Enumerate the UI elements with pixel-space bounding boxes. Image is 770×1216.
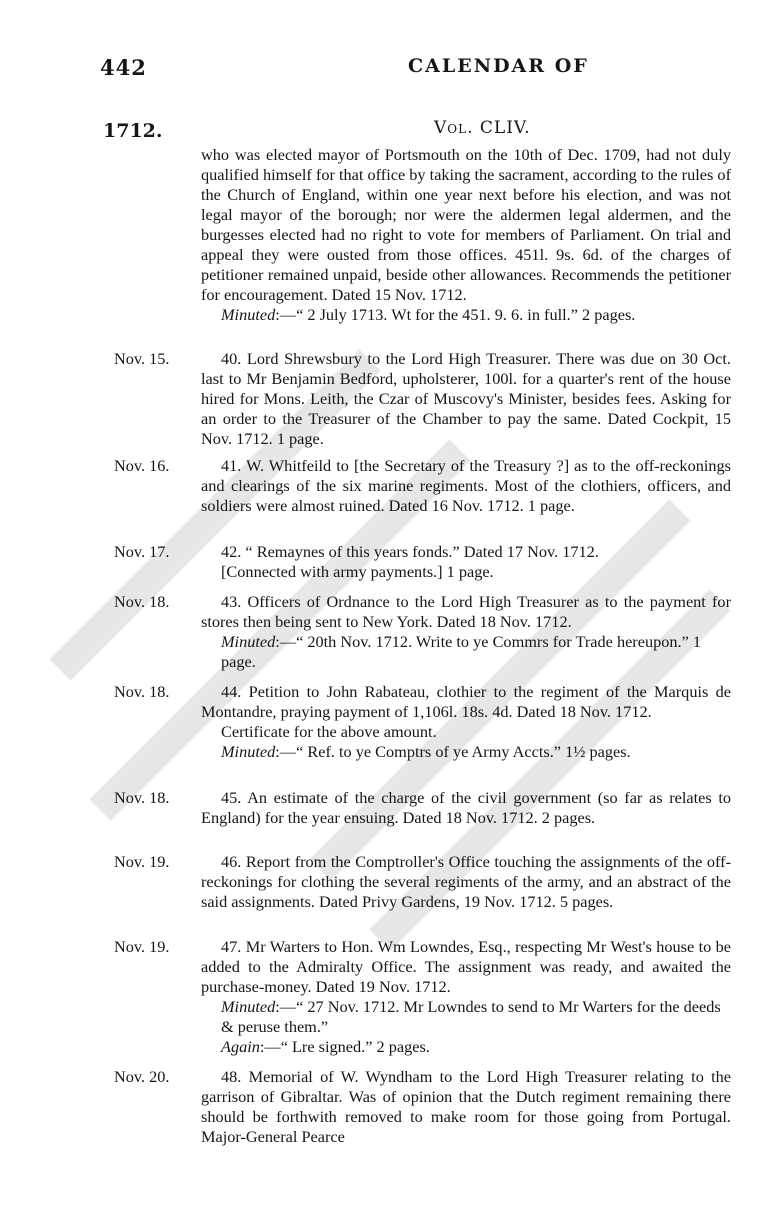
minute-label: Minuted — [221, 632, 276, 651]
entry-minute — [201, 742, 731, 762]
entry-body — [201, 542, 731, 582]
entry-minute — [201, 997, 731, 1037]
entry-again — [201, 1037, 731, 1057]
continued-entry — [201, 145, 731, 325]
entry-date: Nov. 20. — [114, 1067, 170, 1086]
entry-text: 44. Petition to John Rabateau, clothier to the regiment of the Marquis de Montandre, praying payment of 1,106l. 18s. 4d. Dated 18 Nov. 1712. — [201, 682, 731, 721]
entry-body — [201, 349, 731, 449]
minute-text: :—“ 27 Nov. 1712. Mr Lowndes to send to Mr Warters for the deeds & peruse them.” — [221, 997, 721, 1036]
entry-body — [201, 592, 731, 672]
entry-body — [201, 788, 731, 828]
entry-date: Nov. 19. — [114, 937, 170, 956]
year-label: 1712. — [103, 120, 163, 142]
entry-body — [201, 456, 731, 516]
minute-label: Minuted — [221, 742, 276, 761]
minute-text: :—“ 2 July 1713. Wt for the 451. 9. 6. in full.” 2 pages. — [275, 305, 636, 324]
entry-date: Nov. 19. — [114, 852, 170, 871]
entry-body — [201, 852, 731, 912]
again-label: Again — [221, 1037, 260, 1056]
entry-text: 47. Mr Warters to Hon. Wm Lowndes, Esq., respecting Mr West's house to be added to the Admiralty Office. The assignment was ready, and awaited the purchase-money. Dated 19 Nov. 1712. — [201, 937, 731, 996]
entry-text: 48. Memorial of W. Wyndham to the Lord High Treasurer relating to the garrison of Gibraltar. Was of opinion that the Dutch regiment remaining there should be forthwith removed to make room for those going from Portugal. Major-General Pearce — [201, 1067, 731, 1146]
minute-label: Minuted — [221, 997, 276, 1016]
minute-text: :—“ 20th Nov. 1712. Write to ye Commrs for Trade hereupon.” 1 page. — [221, 632, 702, 671]
entry-note: [Connected with army payments.] 1 page. — [221, 562, 494, 581]
entry-body — [201, 1067, 731, 1147]
entry-date: Nov. 15. — [114, 349, 170, 368]
page-number: 442 — [100, 55, 147, 80]
minute-label: Minuted — [221, 305, 276, 324]
entry-text: 41. W. Whitfeild to [the Secretary of the Treasury ?] as to the off-reckonings and clearings of the six marine regiments. Most of the clothiers, officers, and soldiers were almost ruined. Dated 16 Nov. 1712. 1 page. — [201, 456, 731, 515]
entry-body — [201, 682, 731, 762]
entry-date: Nov. 17. — [114, 542, 170, 561]
continued-entry-text: who was elected mayor of Portsmouth on the 10th of Dec. 1709, had not duly qualified himself for that office by taking the sacrament, according to the rules of the Church of England, within one year next before his election, and was not legal mayor of the borough; nor were the aldermen legal aldermen, and the burgesses elected had no right to vote for members of Parliament. On trial and appeal they were ousted from those offices. 451l. 9s. 6d. of the charges of petitioner remained unpaid, beside other allowances. Recommends the petitioner for encouragement. Dated 15 Nov. 1712. — [201, 145, 731, 304]
continued-entry-minute — [201, 305, 731, 325]
entry-note: Certificate for the above amount. — [221, 722, 437, 741]
entry-text: 40. Lord Shrewsbury to the Lord High Treasurer. There was due on 30 Oct. last to Mr Benjamin Bedford, upholsterer, 100l. for a quarter's rent of the house hired for Mons. Leith, the Czar of Muscovy's Minister, besides fees. Asking for an order to the Treasurer of the Chamber to pay the same. Dated Cockpit, 15 Nov. 1712. 1 page. — [201, 349, 731, 448]
entry-body — [201, 937, 731, 1057]
entry-date: Nov. 18. — [114, 682, 170, 701]
volume-label: Vol. CLIV. — [434, 118, 531, 138]
entry-date: Nov. 18. — [114, 788, 170, 807]
entry-date: Nov. 16. — [114, 456, 170, 475]
entry-date: Nov. 18. — [114, 592, 170, 611]
minute-text: :—“ Ref. to ye Comptrs of ye Army Accts.” 1½ pages. — [275, 742, 631, 761]
running-title: CALENDAR OF — [408, 55, 589, 77]
entry-text: 43. Officers of Ordnance to the Lord High Treasurer as to the payment for stores then being sent to New York. Dated 18 Nov. 1712. — [201, 592, 731, 631]
again-text: :—“ Lre signed.” 2 pages. — [259, 1037, 430, 1056]
entry-text: 42. “ Remaynes of this years fonds.” Dated 17 Nov. 1712. — [221, 542, 599, 561]
entry-text: 45. An estimate of the charge of the civil government (so far as relates to England) for the year ensuing. Dated 18 Nov. 1712. 2 pages. — [201, 788, 731, 827]
entry-text: 46. Report from the Comptroller's Office touching the assignments of the off-reckonings for clothing the several regiments of the army, and an abstract of the said assignments. Dated Privy Gardens, 19 Nov. 1712. 5 pages. — [201, 852, 731, 911]
entry-minute — [201, 632, 731, 672]
